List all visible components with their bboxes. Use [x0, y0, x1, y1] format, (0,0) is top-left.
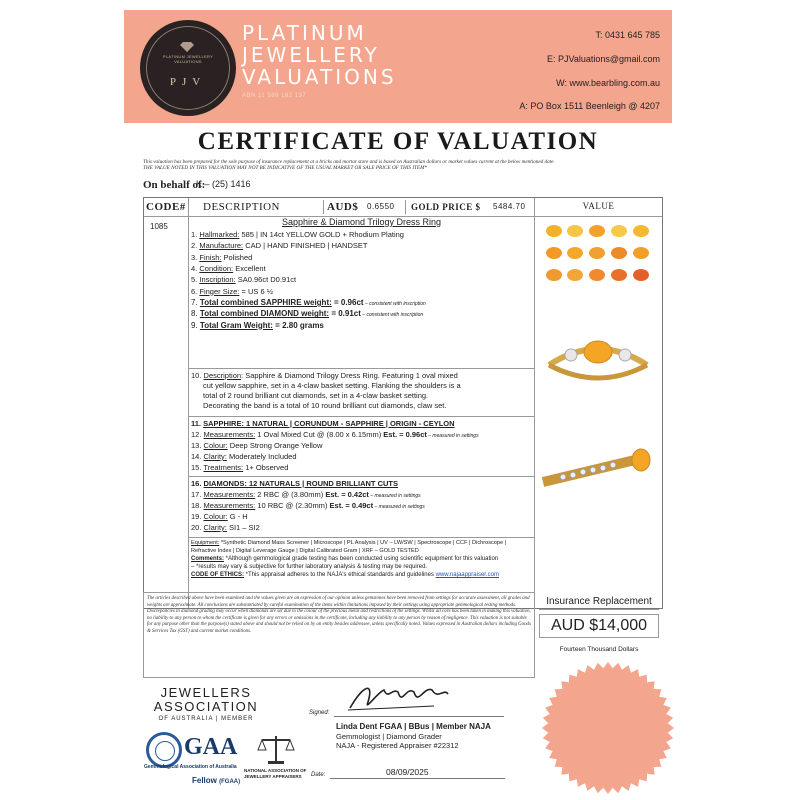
on-behalf-label: On behalf of: — [143, 179, 206, 191]
logo-ring — [146, 26, 230, 110]
description-line-2: total of 2 round brilliant cut diamonds, set in a 4-claw basket setting. — [203, 391, 429, 400]
ring-photo-side — [535, 442, 662, 502]
ring-photo-front — [535, 325, 662, 395]
gaa-emblem-icon — [146, 732, 182, 768]
diamond-section — [189, 476, 535, 532]
table-header-description: DESCRIPTION AUD$ 0.6550 GOLD PRICE $ 5484.70 — [189, 198, 534, 217]
postal-address: A: PO Box 1511 Beenleigh @ 4207 — [519, 101, 660, 111]
item-title: Sapphire & Diamond Trilogy Dress Ring — [281, 217, 442, 227]
naja-name: NATIONAL ASSOCIATION OF JEWELLERY APPRAISERS — [244, 768, 307, 779]
logo-text: PLATINUM JEWELLERY VALUATIONS — [162, 54, 214, 64]
valuation-table — [143, 197, 663, 609]
company-logo — [140, 20, 236, 116]
sapphire-detail-row: 12. Measurements: 1 Oval Mixed Cut @ (8.00 x 6.15mm) Est. = 0.96ct – measured in settings — [191, 430, 479, 439]
diamonds-detail-row: 20. Clarity: SI1 – SI2 — [191, 523, 260, 532]
insurance-words: Fourteen Thousand Dollars — [559, 646, 639, 653]
jewellers-association-logo: JEWELLERS ASSOCIATION OF AUSTRALIA | MEMBER — [153, 685, 259, 722]
date-label: Date: — [311, 772, 326, 778]
value-column — [535, 217, 662, 607]
table-header-code: CODE# — [144, 198, 188, 217]
description-column — [189, 217, 534, 607]
diamond-icon — [180, 42, 194, 52]
header-banner — [124, 10, 672, 123]
signed-label: Signed: — [309, 710, 330, 716]
website: W: www.bearbling.com.au — [556, 78, 660, 88]
description-line-3: Decorating the band is a total of 10 round brilliant cut diamonds, claw set. — [203, 401, 447, 410]
table-header-value: VALUE — [535, 198, 662, 217]
sapphire-colour-swatches — [546, 225, 649, 281]
weight-line: 9. Total Gram Weight: = 2.80 grams — [191, 320, 324, 330]
naja-link[interactable]: www.najaappraiser.com — [435, 572, 499, 578]
signer-role: Gemmologist | Diamond Grader — [336, 732, 442, 741]
diamond-header: 16. DIAMONDS: 12 NATURALS | ROUND BRILLIANT CUTS — [191, 479, 398, 488]
attribute-line: 4. Condition: Excellent — [191, 263, 266, 273]
sapphire-detail-row: 13. Colour: Deep Strong Orange Yellow — [191, 441, 323, 450]
equipment-line-1: Refractive Index | Digital Leverage Gauge | Digital Calibrated Gram | XRF – GOLD TESTED — [191, 548, 419, 554]
insurance-box — [539, 596, 659, 653]
insurance-label: Insurance Replacement — [539, 596, 659, 610]
on-behalf-value: K – (25) 1416 — [196, 179, 251, 189]
attribute-line: 6. Finger Size: = US 6 ½ — [191, 286, 273, 296]
date-value: 08/09/2025 — [386, 767, 429, 777]
attribute-line: 5. Inscription: SA0.96ct D0.91ct — [191, 275, 297, 285]
sapphire-colour-chart — [535, 217, 662, 297]
comments-line-0: Comments: *Although gemmological grade testing has been conducted using scientific equipment for this valuation — [191, 556, 499, 562]
email-address: E: PJValuations@gmail.com — [546, 54, 660, 64]
fellow-label: Fellow (FGAA) — [192, 776, 241, 785]
sapphire-detail-row: 14. Clarity: Moderately Included — [191, 452, 297, 461]
weight-line: 7. Total combined SAPPHIRE weight: = 0.96ct – consistent with inscription — [191, 298, 426, 307]
diamonds-detail-row: 19. Colour: G - H — [191, 512, 248, 521]
sapphire-detail-row: 15. Treatments: 1+ Observed — [191, 463, 289, 472]
diamonds-detail-row: 18. Measurements: 10 RBC @ (2.30mm) Est. = 0.49ct – measured in settings — [191, 501, 425, 510]
signature-line — [334, 716, 504, 717]
item-code: 1085 — [150, 222, 168, 231]
logo-monogram: PJV — [169, 76, 207, 88]
phone-number: T: 0431 645 785 — [595, 30, 660, 40]
certificate-title: CERTIFICATE OF VALUATION — [197, 128, 599, 155]
company-seal — [540, 660, 676, 796]
comments-line-1: – *results may vary & subjective for further laboratory analysis & testing may be required. — [191, 564, 428, 570]
brand-name: PLATINUM JEWELLERY VALUATIONS — [242, 21, 397, 89]
insurance-value: AUD $14,000 — [539, 614, 659, 638]
date-line — [330, 778, 505, 779]
sapphire-section — [189, 416, 535, 472]
description-line-0: 10. Description: Sapphire & Diamond Trilogy Dress Ring. Featuring 1 oval mixed — [191, 371, 458, 380]
seal-shape — [542, 662, 674, 794]
signer-registration: NAJA - Registered Appraiser #22312 — [336, 741, 459, 750]
weight-line: 8. Total combined DIAMOND weight: = 0.91ct – consistent with inscription — [191, 309, 424, 319]
legal-disclaimer: The articles described above have been examined and the values given are an expression of our opinion unless gemstones have been removed from settings for accurate assessment, all grades and weights are approximate. All conclusions are substantiated by careful examination of the items within limitations imposed by their settings using appropriate gemmological testing methods. Discrepancies in diamond grading may occur when diamonds are set due to the colour of the precious metal and restrictions of the settings. Whilst all care has been taken in making this valuation, no liability to any person to whom the certificate is given for any errors or omissions in the certificate, including any liability to any person by reason of negligence. This valuation is not suitable for any purpose other than the purpose(s) stated above and should not be relied on by an entity besides addressee, unless specifically noted. Values expressed in Australian dollars including Goods & Services Tax (GST) and current market conditions. — [143, 592, 535, 678]
description-section — [189, 368, 535, 410]
attribute-line: 3. Finish: Polished — [191, 252, 253, 262]
equipment-line-0: Equipment: *Synthetic Diamond Mass Screener | Microscope | PL Analysis | UV – LW/SW | Spectroscope | CCF | Dichroscope | — [191, 540, 507, 546]
gaa-logo-text: GAA — [184, 734, 238, 760]
sapphire-header: 11. SAPPHIRE: 1 NATURAL | CORUNDUM - SAPPHIRE | ORIGIN - CEYLON — [191, 419, 455, 428]
description-line-1: cut yellow sapphire, set in a 4-claw basket setting. Flanking the shoulders is a — [203, 381, 461, 390]
attribute-line: 2. Manufacture: CAD | HAND FINISHED | HANDSET — [191, 241, 368, 251]
ethics-line: CODE OF ETHICS: *This appraisal adheres to the NAJA's ethical standards and guidelines www.najaappraiser.com — [191, 572, 499, 578]
attribute-line: 1. Hallmarked: 585 | IN 14ct YELLOW GOLD + Rhodium Plating — [191, 230, 404, 239]
diamonds-detail-row: 17. Measurements: 2 RBC @ (3.80mm) Est. = 0.42ct – measured in settings — [191, 490, 421, 499]
abn-number: ABN 11 589 192 137 — [242, 93, 307, 99]
gaa-full-name: Gemmological Association of Australia — [144, 764, 237, 770]
intro-text: This valuation has been prepared for the sole purpose of insurance replacement at a bricks and mortar store and is based on Australian dollars or market values current at the below mentioned date. THE VALUE NOTED IN THIS VALUATION MAY NOT BE INDICATIVE OF THE USUAL MARKET OR SALE PRICE OF THIS ITEM* — [143, 159, 555, 172]
signature-image — [344, 680, 454, 716]
signer-name: Linda Dent FGAA | BBus | Member NAJA — [336, 722, 491, 731]
naja-scales-icon — [256, 732, 296, 766]
